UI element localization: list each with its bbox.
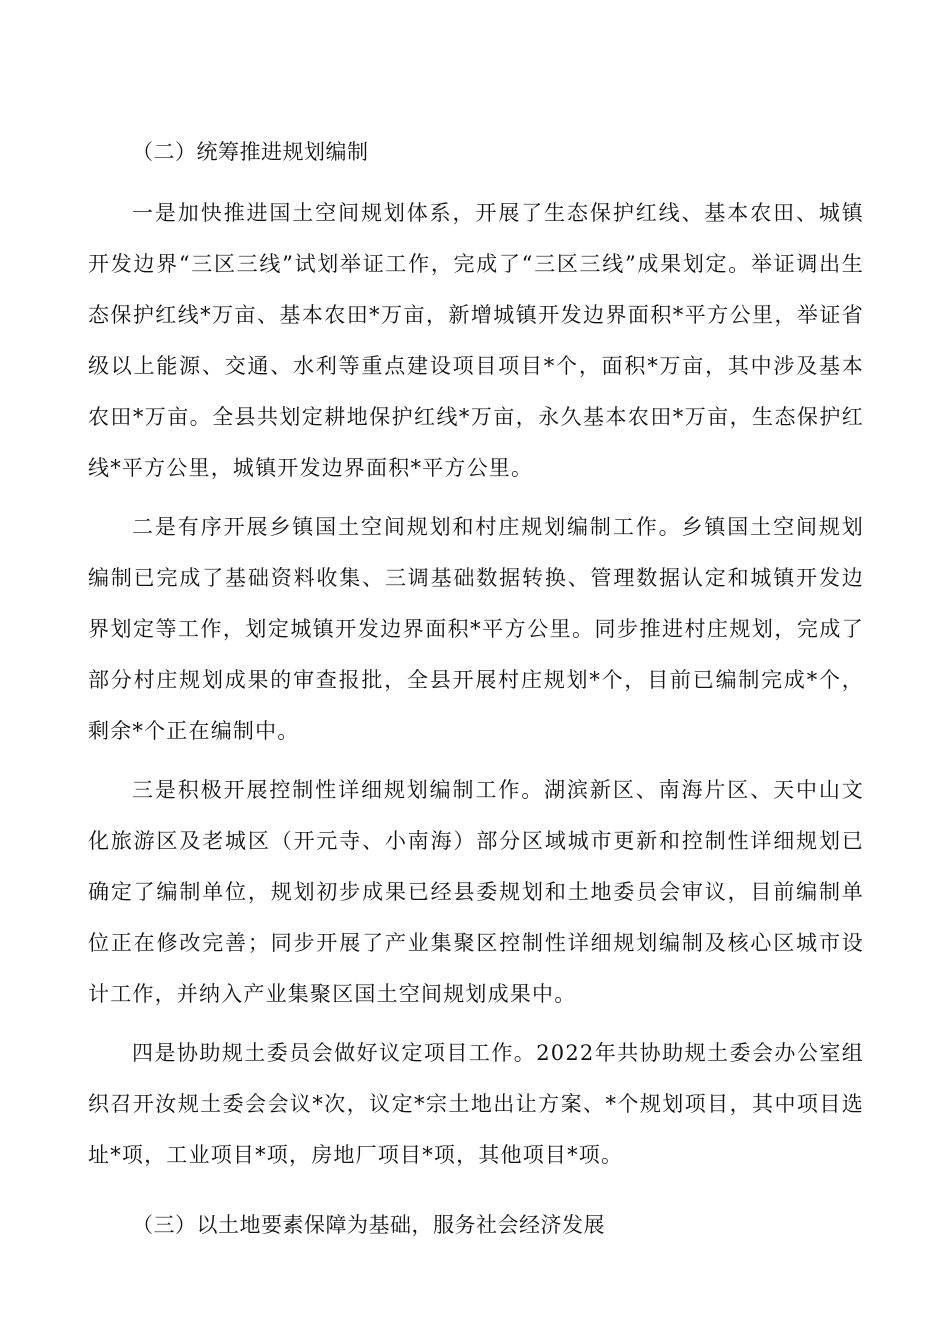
document-body	[88, 130, 864, 1247]
paragraph-2: 二是有序开展乡镇国土空间规划和村庄规划编制工作。乡镇国土空间规划编制已完成了基础资料收集、三调基础数据转换、管理数据认定和城镇开发边界划定等工作，划定城镇开发边界面积*平方公里。同步推进村庄规划，完成了部分村庄规划成果的审查报批，全县开展村庄规划*个，目前已编制完成*个，剩余*个正在编制中。	[88, 515, 864, 743]
section-heading-2: （二）统筹推进规划编制	[132, 140, 369, 164]
section-heading-3: （三）以土地要素保障为基础，服务社会经济发展	[132, 1213, 605, 1237]
paragraph-3: 三是积极开展控制性详细规划编制工作。湖滨新区、南海片区、天中山文化旅游区及老城区（开元寺、小南海）部分区域城市更新和控制性详细规划已确定了编制单位，规划初步成果已经县委规划和土地委员会审议，目前编制单位正在修改完善；同步开展了产业集聚区控制性详细规划编制及核心区城市设计工作，并纳入产业集聚区国土空间规划成果中。	[88, 778, 864, 1006]
paragraph-1: 一是加快推进国土空间规划体系，开展了生态保护红线、基本农田、城镇开发边界“三区三线”试划举证工作，完成了“三区三线”成果划定。举证调出生态保护红线*万亩、基本农田*万亩，新增城镇开发边界面积*平方公里，举证省级以上能源、交通、水利等重点建设项目项目*个，面积*万亩，其中涉及基本农田*万亩。全县共划定耕地保护红线*万亩，永久基本农田*万亩，生态保护红线*平方公里，城镇开发边界面积*平方公里。	[88, 201, 864, 480]
paragraph-4: 四是协助规土委员会做好议定项目工作。2022年共协助规土委会办公室组织召开汝规土委会会议*次，议定*宗土地出让方案、*个规划项目，其中项目选址*项，工业项目*项，房地厂项目*项，其他项目*项。	[88, 1041, 864, 1167]
